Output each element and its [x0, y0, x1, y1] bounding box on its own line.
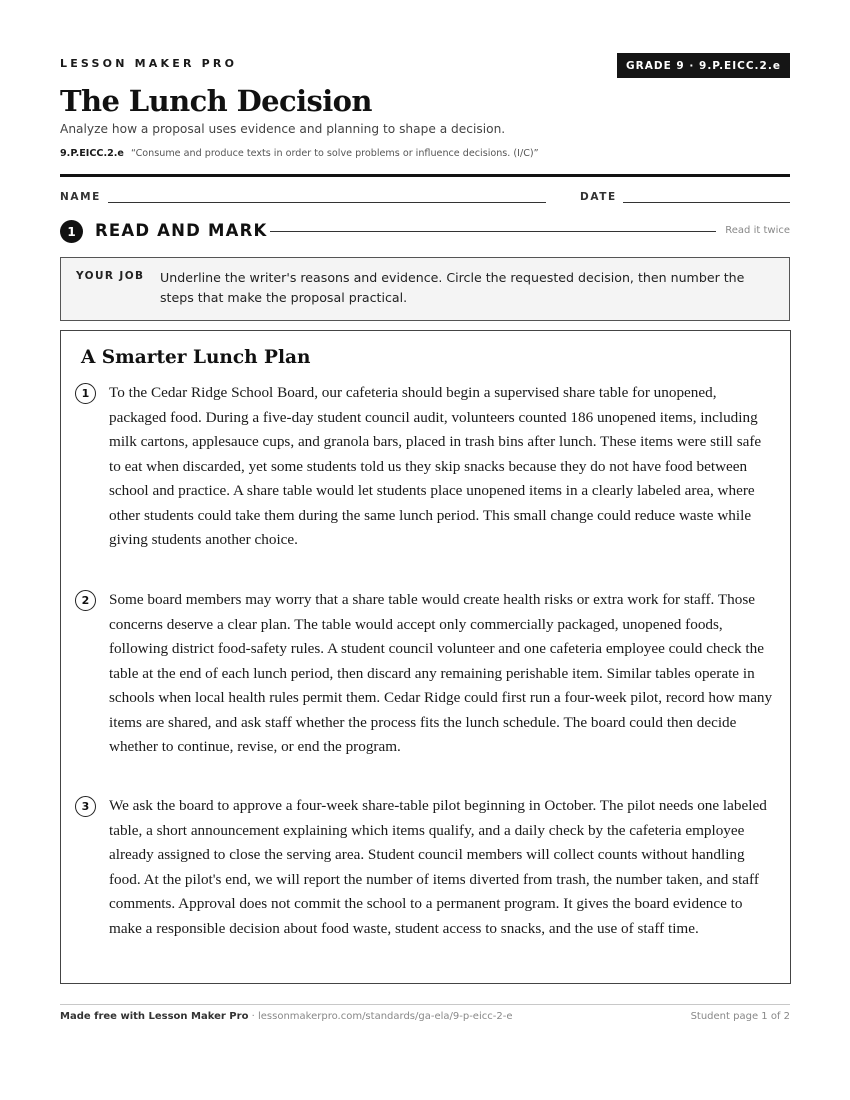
step-title: READ AND MARK [95, 221, 268, 240]
name-field[interactable] [108, 202, 546, 203]
paragraph-text: To the Cedar Ridge School Board, our cafeteria should begin a supervised share table for unopened, packaged food. During a five-day student council audit, volunteers counted 186 unopened items, including milk cartons, applesauce cups, and granola bars, placed in trash bins after lunch. These items were still safe to eat when discarded, yet some students told us they skip snacks because they do not have food between school and practice. A share table would let students place unopened items in a clearly labeled area, where other students could take them during the same lunch period. This small change could reduce waste while giving students another choice. [109, 384, 762, 548]
paragraph-text: We ask the board to approve a four-week share-table pilot beginning in October. The pilot needs one labeled table, a short announcement explaining which items qualify, and a daily check by the cafeteria employee already assigned to close the serving area. Student council members will collect counts without handling food. At the pilot's end, we will report the number of items diverted from trash, the number taken, and staff comments. Approval does not commit the school to a permanent program. It gives the board evidence to make a responsible decision about food waste, student access to snacks, and the use of staff time. [109, 797, 767, 937]
brand-name: LESSON MAKER PRO [60, 57, 238, 70]
page-subtitle: Analyze how a proposal uses evidence and planning to shape a decision. [60, 122, 506, 136]
paragraph-number: 1 [75, 383, 96, 404]
paragraph-number: 2 [75, 590, 96, 611]
paragraph-number: 3 [75, 796, 96, 817]
paragraph-text: Some board members may worry that a share table would create health risks or extra work for staff. Those concerns deserve a clear plan. The table would accept only commercially packaged, unopened foods, following district food-safety rules. A student council volunteer and one cafeteria employee could check the table at the end of each lunch period, then discard any remaining perishable item. Similar tables operate in schools when local health rules permit them. Cedar Ridge could first run a four-week pilot, record how many items are shared, and ask staff whether the process fits the lunch schedule. The board could then decide whether to continue, revise, or end the program. [109, 591, 773, 755]
passage-title: A Smarter Lunch Plan [81, 347, 311, 368]
standard-text: “Consume and produce texts in order to solve problems or influence decisions. (I/C)” [130, 148, 539, 159]
step-note: Read it twice [725, 225, 790, 236]
footer-made-text: Made free with Lesson Maker Pro [60, 1011, 249, 1022]
footer-credit [60, 1011, 512, 1022]
instructions-text: Underline the writer's reasons and evidence. Circle the requested decision, then number the steps that make the proposal practical. [160, 270, 745, 305]
page-indicator: Student page 1 of 2 [690, 1011, 790, 1022]
page-title: The Lunch Decision [60, 84, 372, 118]
header-divider [60, 174, 790, 177]
step-divider [270, 231, 716, 232]
footer-link[interactable]: · lessonmakerpro.com/standards/ga-ela/9-p-eicc-2-e [248, 1011, 513, 1022]
step-number-badge: 1 [60, 220, 83, 243]
instructions-label: YOUR JOB [76, 270, 145, 282]
footer-divider [60, 1004, 790, 1005]
reading-passage [60, 330, 791, 984]
standard-code: 9.P.EICC.2.e [60, 148, 124, 159]
instructions-box [60, 257, 790, 321]
date-field[interactable] [623, 202, 790, 203]
grade-badge: GRADE 9 · 9.P.EICC.2.e [617, 53, 790, 78]
date-label: DATE [580, 191, 617, 203]
standard-line [60, 148, 539, 159]
name-label: NAME [60, 191, 101, 203]
